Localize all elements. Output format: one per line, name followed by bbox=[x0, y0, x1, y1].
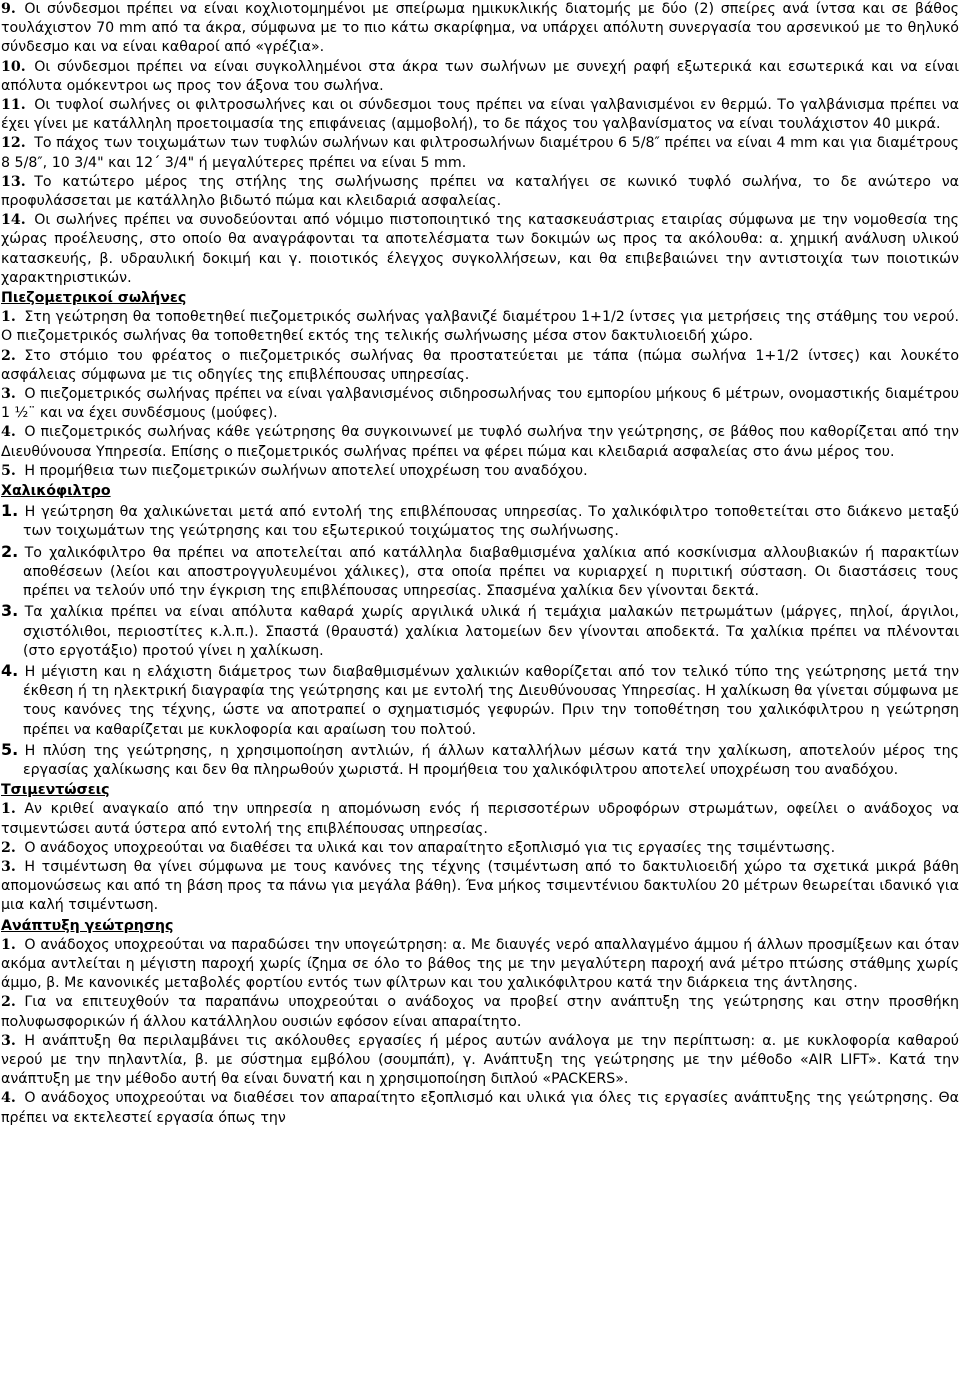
list-item bbox=[1, 936, 959, 994]
item-text: Στο στόμιο του φρέατος ο πιεζομετρικός σωλήνας θα προστατεύεται με τάπα (πώμα σωλήνα 1+1/2 ίντσες) και λουκέτο ασφάλειας σύμφωνα με τις οδηγίες της επιβλέπουσας υπηρεσίας. bbox=[1, 347, 959, 383]
list-item bbox=[1, 462, 959, 481]
section-heading-piezometric: Πιεζομετρικοί σωλήνες bbox=[1, 290, 187, 307]
section-heading-gravel-filter: Χαλικόφιλτρο bbox=[1, 483, 111, 500]
cementing-list bbox=[1, 800, 959, 915]
item-text: Τα χαλίκια πρέπει να είναι απόλυτα καθαρά χωρίς αργιλικά υλικά ή τεμάχια μαλακών πετρωμάτων (μάργες, πηλοί, άργιλοι, σχιστόλιθοι, περιοστίτες κ.λ.π.). Σπαστά (θραυστά) χαλίκια λατομείων δεν γίνονται αποδεκτά. Τα χαλίκια πρέπει να πλένονται (στο εργοτάξιο) προτού γίνει η χαλίκωση. bbox=[23, 604, 959, 659]
list-item bbox=[1, 347, 959, 385]
item-text: Η πλύση της γεώτρησης, η χρησιμοποίηση αντλιών, ή άλλων καταλλήλων μέσων κατά την χαλίκωση, αποτελούν μέρος της εργασίας χαλίκωσης και δεν θα πληρωθούν χωριστά. Η προμήθεια του χαλικόφιλτρου αποτελεί υποχρέωση του αναδόχου. bbox=[23, 742, 959, 778]
item-text: Οι σωλήνες πρέπει να συνοδεύονται από νόμιμο πιστοποιητικό της κατασκευάστριας εταιρίας σύμφωνα με την νομοθεσία της χώρας προέλευσης, στο οποίο θα αναγράφονται τα αποτελέσματα των δοκιμών ως προς τα ακόλουθα: α. χημική ανάλυση υλικού κατασκευής, β. υδραυλική δοκιμή και γ. ποιοτικός έλεγχος συγκολλήσεων, και θα επιβεβαιώνει την αντιστοιχία των ποιοτικών χαρακτηριστικών. bbox=[1, 212, 959, 286]
item-number: 5. bbox=[1, 462, 16, 479]
item-number: 2. bbox=[1, 347, 16, 364]
item-text: Το πάχος των τοιχωμάτων των τυφλών σωλήνων και φιλτροσωλήνων διαμέτρου 6 5/8″ πρέπει να είναι 4 mm και για διαμέτρους 8 5/8″, 10 3/4" και 12΄ 3/4" ή μεγαλύτερες πρέπει να είναι 5 mm. bbox=[1, 135, 959, 171]
list-item bbox=[1, 423, 959, 461]
list-item bbox=[1, 800, 959, 838]
item-number: 2. bbox=[1, 839, 16, 856]
item-number: 3. bbox=[1, 1032, 16, 1049]
item-text: Ο ανάδοχος υποχρεούται να διαθέσει τα υλικά και τον απαραίτητο εξοπλισμό για τις εργασίες της τσιμέντωσης. bbox=[24, 839, 836, 856]
item-number: 4. bbox=[1, 660, 19, 680]
item-text: Η μέγιστη και η ελάχιστη διάμετρος των διαβαθμισμένων χαλικιών καθορίζεται από τον τελικό τύπο της γεώτρησης μετά την έκθεση ή τη ηλεκτρική διαγραφία της γεώτρησης και με εντολή της Διευθύνουσας Υπηρεσίας. Η χαλίκωση θα γίνεται σύμφωνα με τους κανόνες της τέχνης, ώστε να αποτραπεί ο σχηματισμός γεφυρών. Πριν την τοποθέτηση του χαλικόφιλτρου η γεώτρηση πρέπει να καθαρίζεται με κυκλοφορία και αραίωση του πολτού. bbox=[23, 663, 959, 738]
item-text: Οι σύνδεσμοι πρέπει να είναι κοχλιοτομημένοι με σπείρωμα ημικυκλικής διατομής με δύο (2) σπείρες ανά ίντσα και σε βάθος τουλάχιστον 70 mm από τα άκρα, σύμφωνα με το πιο κάτω σκαρίφημα, να υπάρχει απόλυτη συνεργασία του αρσενικού με το θηλυκό σύνδεσμο και να είναι καθαροί από «γρέζια». bbox=[1, 1, 959, 56]
list-item bbox=[1, 858, 959, 916]
item-text: Η τσιμέντωση θα γίνει σύμφωνα με τους κανόνες της τέχνης (τσιμέντωση από το δακτυλιοειδή χώρο τα σχετικά μικρά βάθη απομονώσεως και από τη βάση προς τα πάνω για μεγάλα βάθη). Ένα μήκος τσιμεντένιου δακτυλίου 20 μέτρων θεωρείται ιδανικό για μια καλή τσιμέντωση. bbox=[1, 858, 959, 914]
item-number: 13. bbox=[1, 173, 26, 190]
item-text: Η ανάπτυξη θα περιλαμβάνει τις ακόλουθες εργασίες ή μέρος αυτών ανάλογα με την περίπτωση: α. με κυκλοφορία καθαρού νερού με την πηλαντλία, β. με σύστημα εμβόλου (σουμπάπ), γ. Ανάπτυξη της γεώτρησης με την μέθοδο «AIR LIFT». Κατά την ανάπτυξη με την μέθοδο αυτή θα είναι δυνατή και η χρησιμοποίηση διπλού «PACKERS». bbox=[1, 1032, 959, 1088]
list-item bbox=[1, 993, 959, 1031]
item-number: 11. bbox=[1, 97, 26, 114]
item-number: 4. bbox=[1, 1090, 16, 1107]
item-number: 4. bbox=[1, 424, 16, 441]
item-number: 14. bbox=[1, 212, 26, 229]
item-text: Αν κριθεί αναγκαίο από την υπηρεσία η απομόνωση ενός ή περισσοτέρων υδροφόρων στρωμάτων, οφείλει ο ανάδοχος να τσιμεντώσει αυτά ύστερα από εντολή της επιβλέπουσας υπηρεσίας. bbox=[1, 801, 959, 837]
piezometric-list bbox=[1, 308, 959, 481]
item-number: 9. bbox=[1, 1, 16, 17]
item-text: Ο πιεζομετρικός σωλήνας κάθε γεώτρησης θα συγκοινωνεί με τυφλό σωλήνα την γεώτρησης, σε βάθος που καθορίζεται από την Διευθύνουσα Υπηρεσία. Επίσης ο πιεζομετρικός σωλήνας πρέπει να φέρει πώμα και κλειδαριά ασφαλείας στο άνω μέρος του. bbox=[1, 424, 959, 460]
item-number: 10. bbox=[1, 58, 26, 75]
list-item bbox=[1, 385, 959, 423]
item-number: 3. bbox=[1, 601, 19, 621]
item-text: Ο ανάδοχος υποχρεούται να διαθέσει τον απαραίτητο εξοπλισμό και υλικά για όλες τις εργασίες ανάπτυξης της γεώτρησης. Θα πρέπει να εκτελεστεί εργασία όπως την bbox=[1, 1090, 959, 1126]
item-number: 5. bbox=[1, 739, 19, 759]
section-heading-development: Ανάπτυξη γεώτρησης bbox=[1, 917, 174, 934]
list-item bbox=[1, 96, 959, 134]
item-text: Ο ανάδοχος υποχρεούται να παραδώσει την υπογεώτρηση: α. Με διαυγές νερό απαλλαγμένο άμμου ή άλλων προσμίξεων και όταν ακόμα αντλείται η μέγιστη παροχή χωρίς ίζημα σε όλο το βάθος της με την μεγαλύτερη παροχή ανά μέτρο πτώσης στάθμης χωρίς άμμο, β. Με κανονικές μεταβολές φορτίου εντός των φίλτρων και του χαλικόφιλτρου κατά την διάρκεια της άντλησης. bbox=[1, 936, 959, 992]
list-item bbox=[1, 601, 959, 661]
list-item bbox=[1, 211, 959, 288]
item-number: 2. bbox=[1, 541, 19, 561]
item-number: 12. bbox=[1, 135, 26, 152]
item-text: Για να επιτευχθούν τα παραπάνω υποχρεούται ο ανάδοχος να προβεί στην ανάπτυξη της γεώτρησης και στην προσθήκη πολυφωσφορικών ή άλλου κατάλληλου ουσιών εφόσον είναι απαραίτητο. bbox=[1, 994, 959, 1030]
list-item bbox=[1, 134, 959, 172]
item-text: Οι σύνδεσμοι πρέπει να είναι συγκολλημένοι στα άκρα των σωλήνων με συνεχή ραφή εξωτερικά και εσωτερικά και να είναι απόλυτα ομόκεντροι ως προς τον άξονα του σωλήνα. bbox=[1, 58, 959, 94]
item-number: 1. bbox=[1, 309, 16, 326]
item-number: 1. bbox=[1, 801, 16, 818]
item-text: Το χαλικόφιλτρο θα πρέπει να αποτελείται από κατάλληλα διαβαθμισμένα χαλίκια από κοσκίνισμα αλλουβιακών ή παρακτίων αποθέσεων (λείοι και αποστρογγυλευμένοι χάλικες), στα οποία πρέπει να κυριαρχεί η πυριτική σύσταση. Οι διαστάσεις τους πρέπει να τελούν υπό την έγκριση της επιβλέπουσας υπηρεσίας. Σπασμένα χαλίκια δεν γίνονται δεκτά. bbox=[23, 544, 959, 600]
list-item bbox=[1, 661, 959, 740]
item-text: Στη γεώτρηση θα τοποθετηθεί πιεζομετρικός σωλήνας γαλβανιζέ διαμέτρου 1+1/2 ίντσες για μετρήσεις της στάθμης του νερού. Ο πιεζομετρικός σωλήνας θα τοποθετηθεί εκτός της τελικής σωλήνωσης μέσα στον δακτυλιοειδή χώρο. bbox=[1, 309, 959, 345]
item-text: Η γεώτρηση θα χαλικώνεται μετά από εντολή της επιβλέπουσας υπηρεσίας. Το χαλικόφιλτρο τοποθετείται στο διάκενο μεταξύ των τοιχωμάτων της γεώτρησης και του εξωτερικού τοιχώματος της σωλήνωσης. bbox=[23, 504, 959, 540]
list-item bbox=[1, 1089, 959, 1127]
item-number: 1. bbox=[1, 936, 16, 953]
section-heading-cementing: Τσιμεντώσεις bbox=[1, 782, 110, 799]
list-item bbox=[1, 58, 959, 96]
list-item bbox=[1, 501, 959, 541]
item-number: 2. bbox=[1, 994, 16, 1011]
list-item bbox=[1, 1032, 959, 1090]
list-item bbox=[1, 0, 959, 58]
list-item bbox=[1, 173, 959, 211]
list-item bbox=[1, 308, 959, 346]
list-item bbox=[1, 740, 959, 780]
list-item bbox=[1, 542, 959, 602]
list-item bbox=[1, 839, 959, 858]
item-number: 3. bbox=[1, 386, 16, 403]
numbered-clauses-9-14 bbox=[1, 0, 959, 288]
item-number: 1. bbox=[1, 501, 19, 521]
item-text: Το κατώτερο μέρος της στήλης της σωλήνωσης πρέπει να καταλήγει σε κωνικό τυφλό σωλήνα, το δε ανώτερο να προφυλάσσεται με κατάλληλο βιδωτό πώμα και κλειδαριά ασφαλείας. bbox=[1, 173, 959, 210]
development-list bbox=[1, 936, 959, 1128]
item-text: Ο πιεζομετρικός σωλήνας πρέπει να είναι γαλβανισμένος σιδηροσωλήνας του εμπορίου μήκους 6 μέτρων, ονομαστικής διαμέτρου 1 ½¨ και να έχει συνδέσμους (μούφες). bbox=[1, 386, 959, 422]
item-text: Η προμήθεια των πιεζομετρικών σωλήνων αποτελεί υποχρέωση του αναδόχου. bbox=[24, 462, 588, 479]
item-text: Οι τυφλοί σωλήνες οι φιλτροσωλήνες και οι σύνδεσμοι τους πρέπει να είναι γαλβανισμένοι εν θερμώ. Το γαλβάνισμα πρέπει να έχει γίνει με κατάλληλη προετοιμασία της επιφάνειας (αμμοβολή), το δε πάχος του γαλβανίσματος να είναι τουλάχιστον 40 μικρά. bbox=[1, 97, 959, 133]
gravel-filter-list bbox=[1, 501, 959, 780]
item-number: 3. bbox=[1, 858, 16, 875]
